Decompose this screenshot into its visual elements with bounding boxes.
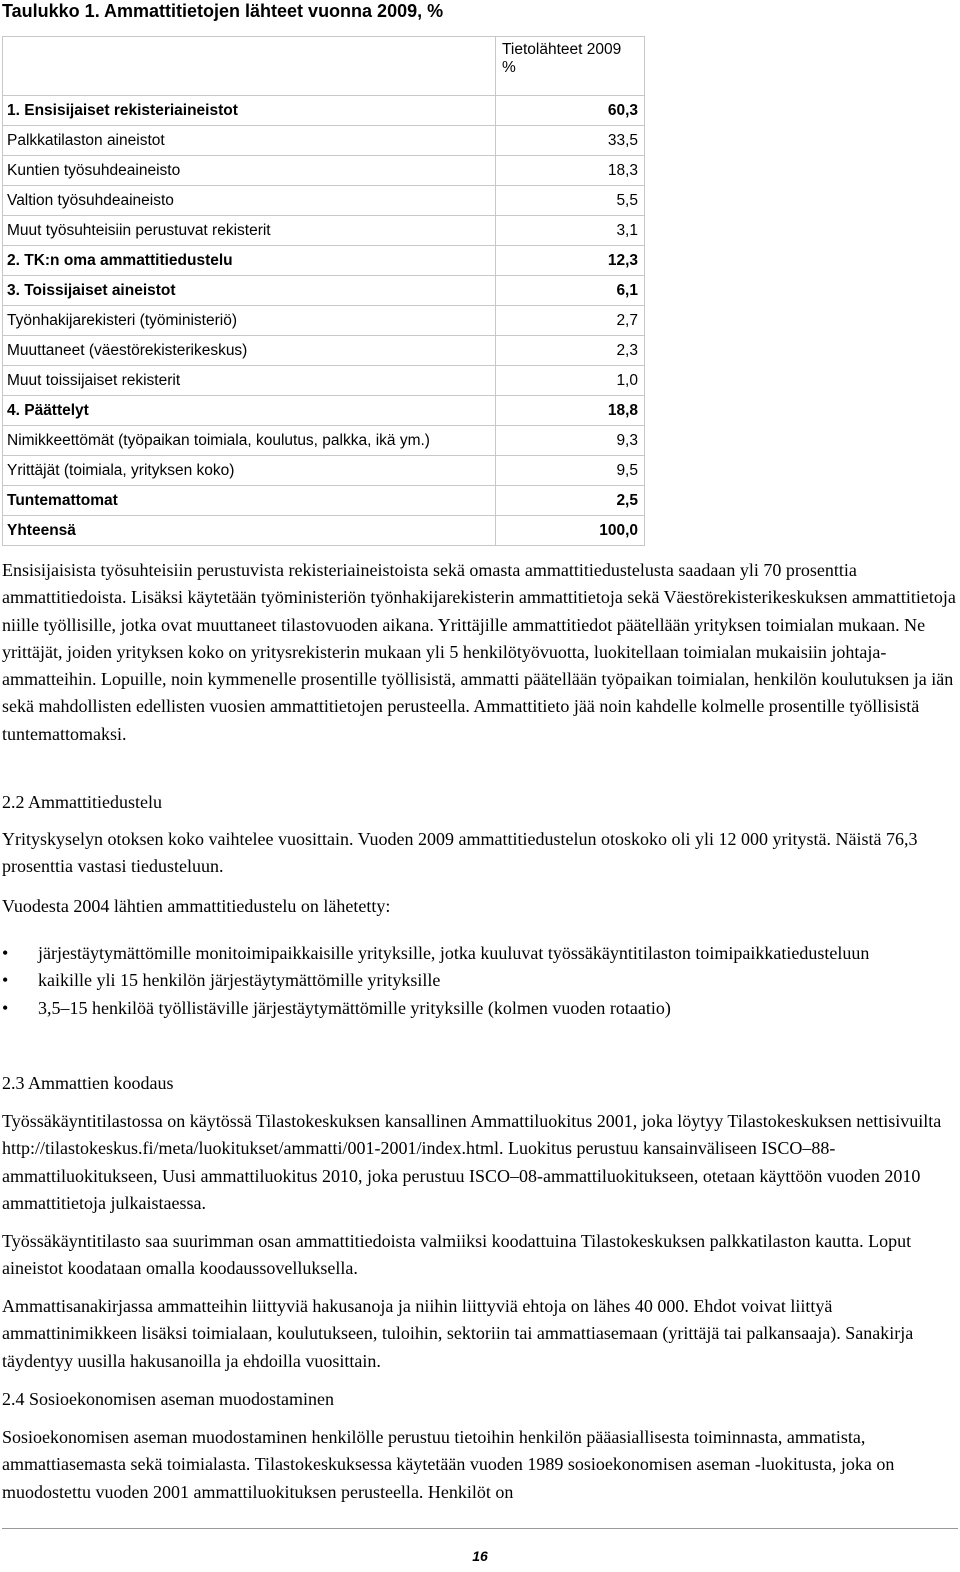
paragraph-survey-intro: Vuodesta 2004 lähtien ammattitiedustelu on lähetetty:: [2, 896, 391, 916]
row-label-cell: Muut toissijaiset rekisterit: [3, 366, 496, 396]
row-label-cell: Tuntemattomat: [3, 486, 496, 516]
bullet-list-wrapper: [2, 940, 958, 1022]
section-heading-2-3: 2.3 Ammattien koodaus: [2, 1073, 174, 1093]
table-row: [3, 306, 645, 336]
table-row: [3, 126, 645, 156]
bullet-marker: •: [2, 943, 9, 963]
table-row: [3, 276, 645, 306]
row-value-cell: 33,5: [496, 126, 645, 156]
paragraph-classification: Työssäkäyntitilastossa on käytössä Tilastokeskuksen kansallinen Ammattiluokitus 2001, joka löytyy Tilastokeskuksen nettisivuilta http://tilastokeskus.fi/meta/luokitukset/ammatti/001-2001/index.html. Luokitus perustuu kansainväliseen ISCO–88-ammattiluokitukseen, Uusi ammattiluokitus 2010, joka perustuu ISCO–08-ammattiluokitukseen, otetaan käyttöön vuoden 2010 ammattitietoja julkaistaessa.: [2, 1111, 942, 1213]
bullet-list: [2, 940, 958, 1022]
row-value-cell: 1,0: [496, 366, 645, 396]
row-label-cell: 1. Ensisijaiset rekisteriaineistot: [3, 96, 496, 126]
list-item: [2, 967, 958, 994]
row-value-cell: 9,3: [496, 426, 645, 456]
paragraph-socioeconomic: Sosioekonomisen aseman muodostaminen henkilölle perustuu tietoihin henkilön pääasiallisesta toiminnasta, ammatista, ammattiasemasta sekä toimialasta. Tilastokeskuksessa käytetään vuoden 1989 sosioekonomisen aseman -luokitusta, joka on muodostettu vuoden 2001 ammattiluokituksen perusteella. Henkilöt on: [2, 1427, 895, 1502]
table-title: Taulukko 1. Ammattitietojen lähteet vuonna 2009, %: [2, 1, 444, 21]
list-item: [2, 995, 958, 1022]
table-header-row: [3, 37, 645, 96]
column-header-line-1: Tietolähteet 2009: [502, 41, 622, 58]
table-row: [3, 336, 645, 366]
list-item-text: 3,5–15 henkilöä työllistäville järjestäytymättömille yrityksille (kolmen vuoden rotaatio): [38, 997, 671, 1018]
table-header-empty-cell: [3, 37, 496, 96]
row-label-cell: Yrittäjät (toimiala, yrityksen koko): [3, 456, 496, 486]
row-value-cell: 12,3: [496, 246, 645, 276]
row-value-cell: 6,1: [496, 276, 645, 306]
table-row: [3, 396, 645, 426]
row-value-cell: 9,5: [496, 456, 645, 486]
row-label-cell: Kuntien työsuhdeaineisto: [3, 156, 496, 186]
row-value-cell: 60,3: [496, 96, 645, 126]
row-value-cell: 5,5: [496, 186, 645, 216]
column-header-line-2: %: [502, 59, 516, 76]
section-heading-2-4: 2.4 Sosioekonomisen aseman muodostaminen: [2, 1389, 334, 1409]
table-row: [3, 156, 645, 186]
row-label-cell: 2. TK:n oma ammattitiedustelu: [3, 246, 496, 276]
row-value-cell: 3,1: [496, 216, 645, 246]
table-row: [3, 366, 645, 396]
list-item-text: kaikille yli 15 henkilön järjestäytymättömille yrityksille: [38, 970, 441, 991]
bullet-marker: •: [2, 970, 9, 991]
table-row: [3, 486, 645, 516]
paragraph-sources-summary: Ensisijaisista työsuhteisiin perustuvista rekisteriaineistoista sekä omasta ammattitiedustelusta saadaan yli 70 prosenttia ammattitiedoista. Lisäksi käytetään työministeriön työnhakijarekisterin ammattitietoja sekä Väestörekisterikeskuksen ammattitietoja niille työllisille, jotka ovat muuttaneet tilastovuoden aikana. Yrittäjille ammattitiedot päätellään yrityksen toimialan mukaan. Ne yrittäjät, joiden yrityksen koko on yritysrekisterin mukaan yli 5 henkilötyövuotta, luokitellaan toimialan mukaisiin johtaja-ammatteihin. Lopuille, noin kymmenelle prosentille työllisistä, ammatti päätellään työpaikan toimialan, henkilön koulutuksen ja iän sekä mahdollisten edellisten vuosien ammattitietojen perusteella. Ammattitieto jää noin kahdelle kolmelle prosentille työllisistä tuntemattomaksi.: [2, 560, 956, 744]
paragraph-coding-source: Työssäkäyntitilasto saa suurimman osan ammattitiedoista valmiiksi koodattuina Tilastokeskuksen palkkatilaston kautta. Loput aineistot koodataan omalla koodaussovelluksella.: [2, 1231, 912, 1279]
row-value-cell: 100,0: [496, 516, 645, 546]
row-label-cell: Yhteensä: [3, 516, 496, 546]
row-label-cell: Muuttaneet (väestörekisterikeskus): [3, 336, 496, 366]
row-label-cell: 3. Toissijaiset aineistot: [3, 276, 496, 306]
body-text-block: [2, 557, 958, 748]
row-label-cell: Työnhakijarekisteri (työministeriö): [3, 306, 496, 336]
section-heading-2-2: 2.2 Ammattitiedustelu: [2, 792, 162, 812]
row-label-cell: Palkkatilaston aineistot: [3, 126, 496, 156]
row-value-cell: 2,7: [496, 306, 645, 336]
row-label-cell: Muut työsuhteisiin perustuvat rekisterit: [3, 216, 496, 246]
bullet-marker: •: [2, 997, 9, 1018]
table-row: [3, 246, 645, 276]
table-row: [3, 516, 645, 546]
table-row: [3, 426, 645, 456]
footer-divider: [2, 1528, 958, 1529]
paragraph-dictionary: Ammattisanakirjassa ammatteihin liittyviä hakusanoja ja niihin liittyviä ehtoja on lähes 40 000. Ehdot voivat liittyä ammattinimikkeen lisäksi toimialaan, koulutukseen, tuloihin, sektoriin tai ammattiasemaan (yrittäjä tai palkansaaja). Sanakirja täydentyy uusilla hakusanoilla ja ehdoilla vuosittain.: [2, 1296, 914, 1371]
row-value-cell: 18,8: [496, 396, 645, 426]
list-item: [2, 940, 958, 967]
row-value-cell: 2,5: [496, 486, 645, 516]
table-row: [3, 186, 645, 216]
paragraph-sample-size: Yrityskyselyn otoksen koko vaihtelee vuosittain. Vuoden 2009 ammattitiedustelun otoskoko oli yli 12 000 yritystä. Näistä 76,3 prosenttia vastasi tiedusteluun.: [2, 829, 918, 877]
data-table: [2, 36, 645, 546]
row-label-cell: Nimikkeettömät (työpaikan toimiala, koulutus, palkka, ikä ym.): [3, 426, 496, 456]
page-number: 16: [472, 1548, 488, 1564]
row-label-cell: 4. Päättelyt: [3, 396, 496, 426]
table-row: [3, 216, 645, 246]
row-value-cell: 2,3: [496, 336, 645, 366]
row-label-cell: Valtion työsuhdeaineisto: [3, 186, 496, 216]
table-row: [3, 96, 645, 126]
list-item-text: järjestäytymättömille monitoimipaikkaisille yrityksille, jotka kuuluvat työssäkäyntitilaston toimipaikkatiedusteluun: [38, 943, 870, 963]
table-column-header: [496, 37, 645, 96]
row-value-cell: 18,3: [496, 156, 645, 186]
table-row: [3, 456, 645, 486]
